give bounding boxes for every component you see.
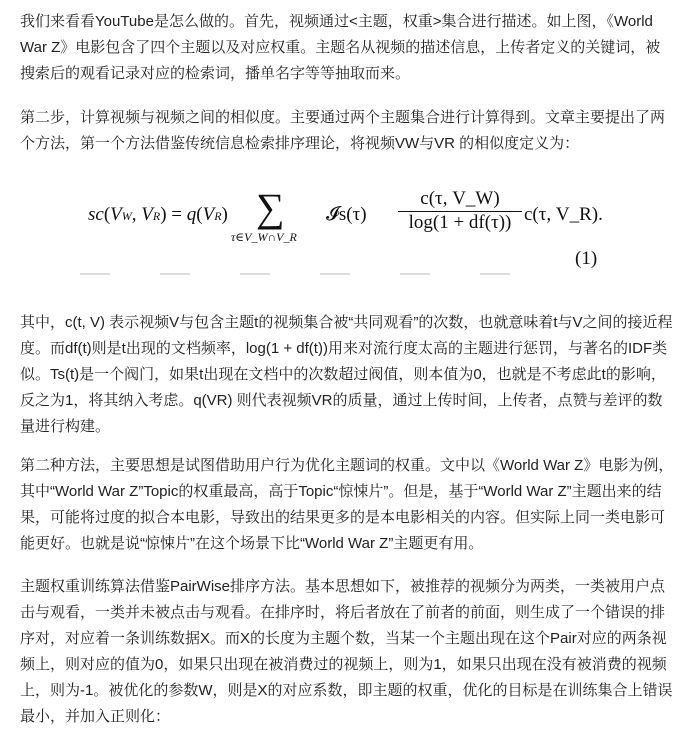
equation-sum-subscript: τ∈V_W∩V_R (231, 230, 297, 244)
equation-numerator: c(τ, V_W) (398, 188, 522, 212)
paragraph-step-two: 第二步，计算视频与视频之间的相似度。主要通过两个主题集合进行计算得到。文章主要提出了两个方法，第一个方法借鉴传统信息检索排序理论，将视频VW与VR 的相似度定义为： (20, 109, 666, 152)
equation-fraction (398, 188, 522, 234)
paragraph-method-two: 第二种方法，主要思想是试图借助用户行为优化主题词的权重。文中以《World War Z》电影为例，其中“World War Z”Topic的权重最高，高于Topic“惊悚片”。但是，基于“World War Z”主题出来的结果，可能将过度的拟合本电影，导致出的结果更多的是本电影相关的内容。但实际上同一类电影可能更好。也就是说“惊悚片”在这个场景下比“World War Z”主题更有用。 (20, 457, 674, 552)
paragraph-explanation: 其中，c(t, V) 表示视频V与包含主题t的视频集合被“共同观看”的次数，也就意味着t与V之间的接近程度。而df(t)则是t出现的文档频率，log(1 + df(t))用来对流行度太高的主题进行惩罚，与著名的IDF类似。Ts(t)是一个阀门，如果t出现在文档中的次数超过阀值，则本值为0，也就是不考虑此t的影响，反之为1，将其纳入考虑。q(VR) 则代表视频VR的质量，通过上传时间，上传者，点赞与差评的数量进行构建。 (20, 314, 673, 435)
equation-number: (1) (575, 248, 598, 269)
equation-crop-edge (80, 273, 530, 275)
equation-indicator: 𝓘s(τ) (326, 204, 367, 225)
paragraph-pairwise: 主题权重训练算法借鉴PairWise排序方法。基本思想如下，被推荐的视频分为两类，一类被用户点击与观看，一类并未被点击与观看。在排序时，将后者放在了前者的前面，则生成了一个错误的排序对，对应着一条训练数据X。而X的长度为主题个数，当某一个主题出现在这个Pair对应的两条视频上，则对应的值为0，如果只出现在被消费过的视频上，则为1，如果只出现在没有被消费的视频上，则为-1。被优化的参数W，则是X的对应系数，即主题的权重，优化的目标是在训练集合上错误最小，并加入正则化： (20, 578, 673, 725)
equation-lhs: sc(VW, VR) = q(VR) (88, 204, 228, 225)
paragraph-intro: 我们来看看YouTube是怎么做的。首先，视频通过<主题，权重>集合进行描述。如上图，《World War Z》电影包含了四个主题以及对应权重。主题名从视频的描述信息，上传者定义的关键词，被搜索后的观看记录对应的检索词，播单名字等等抽取而来。 (20, 13, 661, 82)
equation-rhs: c(τ, V_R). (524, 204, 603, 225)
equation-sum-symbol: ∑ (256, 185, 285, 230)
equation-denominator: log(1 + df(τ)) (408, 212, 512, 233)
similarity-equation (88, 182, 608, 272)
